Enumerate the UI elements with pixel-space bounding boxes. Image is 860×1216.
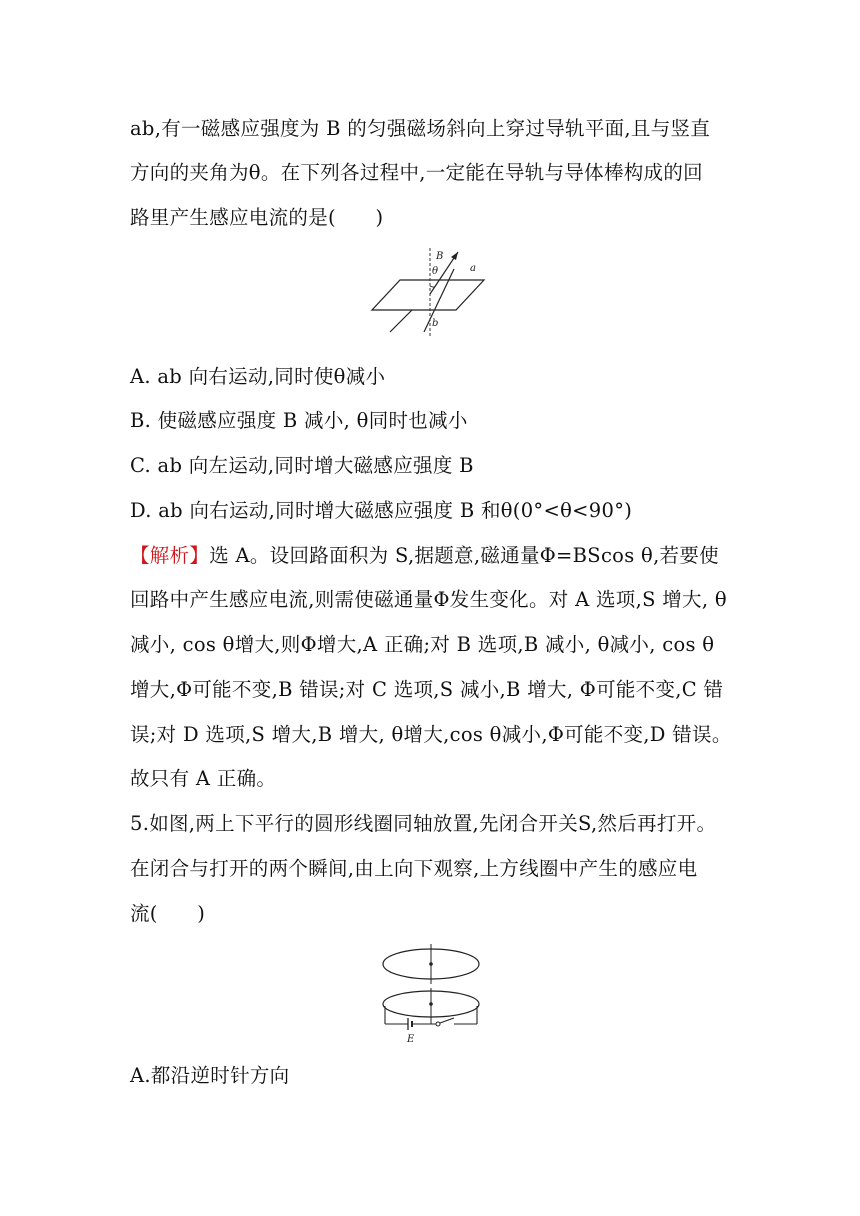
q4-option-d: D. ab 向右运动,同时增大磁感应强度 B 和θ(0°<θ<90°) [130,499,633,522]
q4-stem-line-2: 方向的夹角为θ。在下列各过程中,一定能在导轨与导体棒构成的回 [130,161,703,184]
q4-option-a: A. ab 向右运动,同时使θ减小 [130,365,386,388]
analysis-text-1: 选 A。设回路面积为 S,据题意,磁通量Φ=BScos θ,若要使 [209,544,719,567]
analysis-line-6: 故只有 A 正确。 [130,767,277,790]
q5-stem-line-3: 流( ) [130,902,206,925]
analysis-line-2: 回路中产生感应电流,则需使磁通量Φ发生变化。对 A 选项,S 增大, θ [130,588,727,611]
analysis-line-1 [130,541,719,571]
rail-plane [372,280,484,310]
label-b: b [432,318,439,329]
q5-stem-line-1: 5.如图,两上下平行的圆形线圈同轴放置,先闭合开关S,然后再打开。 [130,812,717,835]
label-E: E [407,1034,415,1045]
analysis-line-5: 误;对 D 选项,S 增大,B 增大, θ增大,cos θ减小,Φ可能不变,D 错误。 [130,723,732,746]
q4-stem-line-1: ab,有一磁感应强度为 B 的匀强磁场斜向上穿过导轨平面,且与竖直 [130,117,711,140]
q4-stem-line-3: 路里产生感应电流的是( ) [130,206,384,229]
analysis-tag: 【解析】 [130,544,210,567]
rails-field-diagram [360,246,500,350]
coaxial-coils-diagram [378,940,488,1050]
analysis-line-3: 减小, cos θ增大,则Φ增大,A 正确;对 B 选项,B 减小, θ减小, cos θ [130,633,715,656]
rod-ab [424,269,454,332]
switch-icon [436,1022,440,1026]
arrow-head-icon [451,252,458,260]
q4-option-c: C. ab 向左运动,同时增大磁感应强度 B [130,454,474,477]
label-theta: θ [432,266,439,277]
rail-extension [390,310,412,332]
label-a: a [470,263,476,274]
q5-option-a: A.都沿逆时针方向 [130,1064,290,1087]
q5-stem-line-2: 在闭合与打开的两个瞬间,由上向下观察,上方线圈中产生的感应电 [130,857,698,880]
analysis-line-4: 增大,Φ可能不变,B 错误;对 C 选项,S 减小,B 增大, Φ可能不变,C 错 [130,678,724,701]
q4-option-b: B. 使磁感应强度 B 减小, θ同时也减小 [130,409,468,432]
label-B: B [436,251,444,262]
